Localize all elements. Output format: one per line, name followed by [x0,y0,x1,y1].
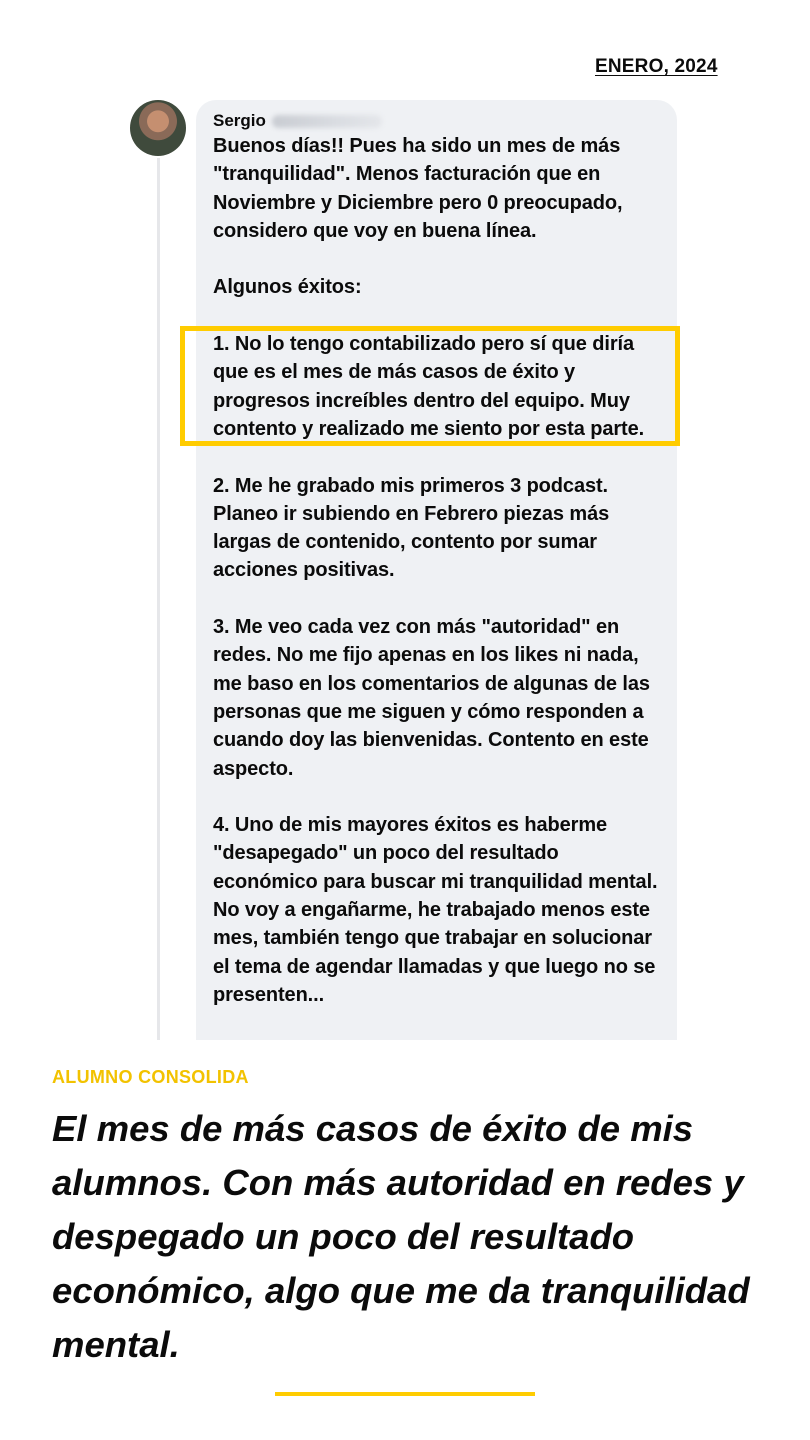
paragraph-success-4: 4. Uno de mis mayores éxitos es haberme "desapegado" un poco del resultado económico para buscar mi tranquilidad mental. No voy a engañarme, he trabajado menos este mes, también tengo que trabajar en solucionar el tema de agendar llamadas y que luego no se presenten... [213,814,658,1006]
blurred-surname [272,115,382,128]
paragraph-success-3: 3. Me veo cada vez con más "autoridad" en redes. No me fijo apenas en los likes ni nada, me baso en los comentarios de algunas de las personas que me siguen y cómo responden a cuando doy las bienvenidas. Contento en este aspecto. [213,616,650,780]
paragraph-success-2: 2. Me he grabado mis primeros 3 podcast. Planeo ir subiendo en Febrero piezas más largas de contenido, contento por sumar acciones positivas. [213,474,610,582]
accent-divider [275,1392,535,1396]
author-name[interactable]: Sergio [213,111,266,130]
testimonial-quote: El mes de más casos de éxito de mis alumnos. Con más autoridad en redes y despegado un poco del resultado económico, algo que me da tranquilidad mental. [52,1108,750,1365]
highlight-box [180,326,680,446]
author-row [213,110,661,132]
date-heading: ENERO, 2024 [595,56,718,77]
paragraph-intro: Buenos días!! Pues ha sido un mes de más "tranquilidad". Menos facturación que en Noviembre y Diciembre pero 0 preocupado, considero que voy en buena línea. [213,135,623,242]
avatar[interactable] [130,100,186,156]
thread-line [157,158,160,1040]
paragraph-successes-heading: Algunos éxitos: [213,276,362,299]
comment-bubble [196,100,677,1040]
testimonial-label: ALUMNO CONSOLIDA [52,1067,249,1087]
comment-text [213,132,661,1009]
paragraph-success-1: 1. No lo tengo contabilizado pero sí que diría que es el mes de más casos de éxito y progresos increíbles dentro del equipo. Muy contento y realizado me siento por esta parte. [213,333,645,440]
